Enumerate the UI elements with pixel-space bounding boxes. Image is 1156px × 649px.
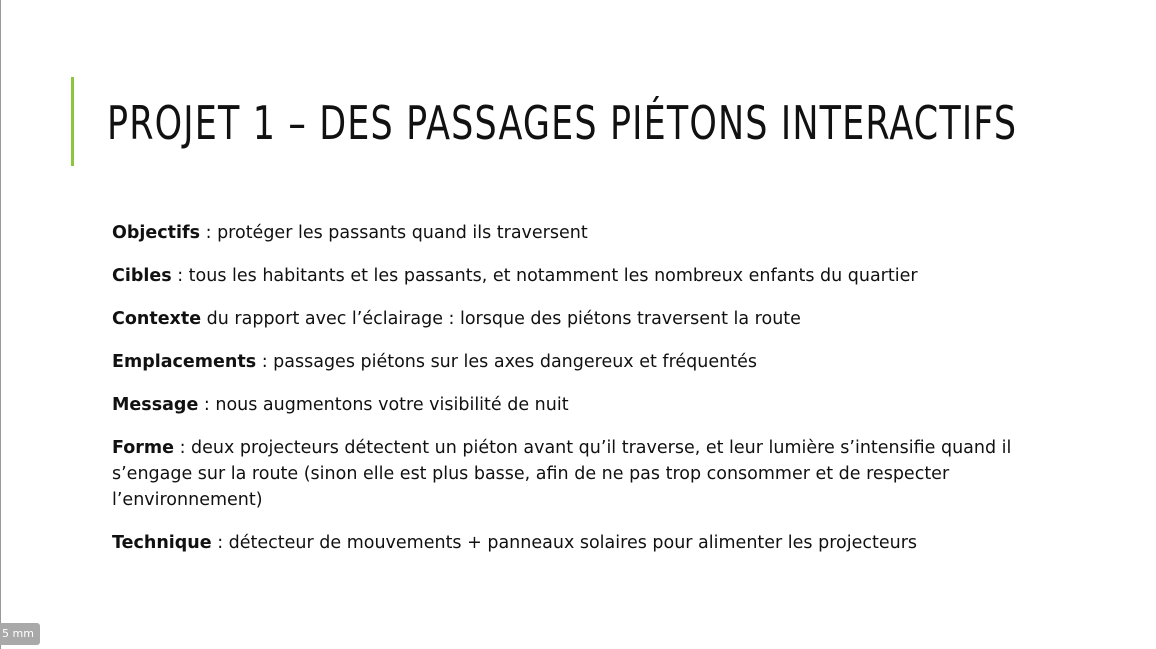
item-term: Message (112, 395, 199, 415)
item-emplacements (112, 349, 1012, 375)
slide-body (112, 220, 1012, 573)
item-cibles (112, 263, 1012, 289)
item-term: Forme (112, 438, 175, 458)
item-text: : détecteur de mouvements + panneaux solaires pour alimenter les projecteurs (211, 533, 918, 553)
item-message (112, 392, 1012, 418)
item-text: : passages piétons sur les axes dangereux et fréquentés (256, 352, 757, 372)
item-text: du rapport avec l’éclairage : lorsque des piétons traversent la route (201, 309, 801, 329)
item-term: Emplacements (112, 352, 257, 372)
item-text: : tous les habitants et les passants, et notamment les nombreux enfants du quartier (171, 266, 918, 286)
item-text: : protéger les passants quand ils traversent (200, 223, 588, 243)
item-term: Technique (112, 533, 212, 553)
item-objectifs (112, 220, 1012, 246)
item-text: : nous augmentons votre visibilité de nuit (198, 395, 569, 415)
window-left-border (0, 0, 1, 649)
item-technique (112, 530, 1012, 556)
title-accent-bar (71, 77, 74, 166)
item-text: : deux projecteurs détectent un piéton avant qu’il traverse, et leur lumière s’intensifie quand il s’engage sur la route (sinon elle est plus basse, afin de ne pas trop consommer et de respecter l’environnement) (112, 438, 1012, 510)
item-contexte (112, 306, 1012, 332)
slide-title: PROJET 1 – DES PASSAGES PIÉTONS INTERACTIFS (107, 96, 1018, 150)
measure-tooltip: 5 mm (0, 623, 40, 645)
item-term: Contexte (112, 309, 202, 329)
item-term: Objectifs (112, 223, 201, 243)
item-forme (112, 435, 1012, 513)
item-term: Cibles (112, 266, 172, 286)
